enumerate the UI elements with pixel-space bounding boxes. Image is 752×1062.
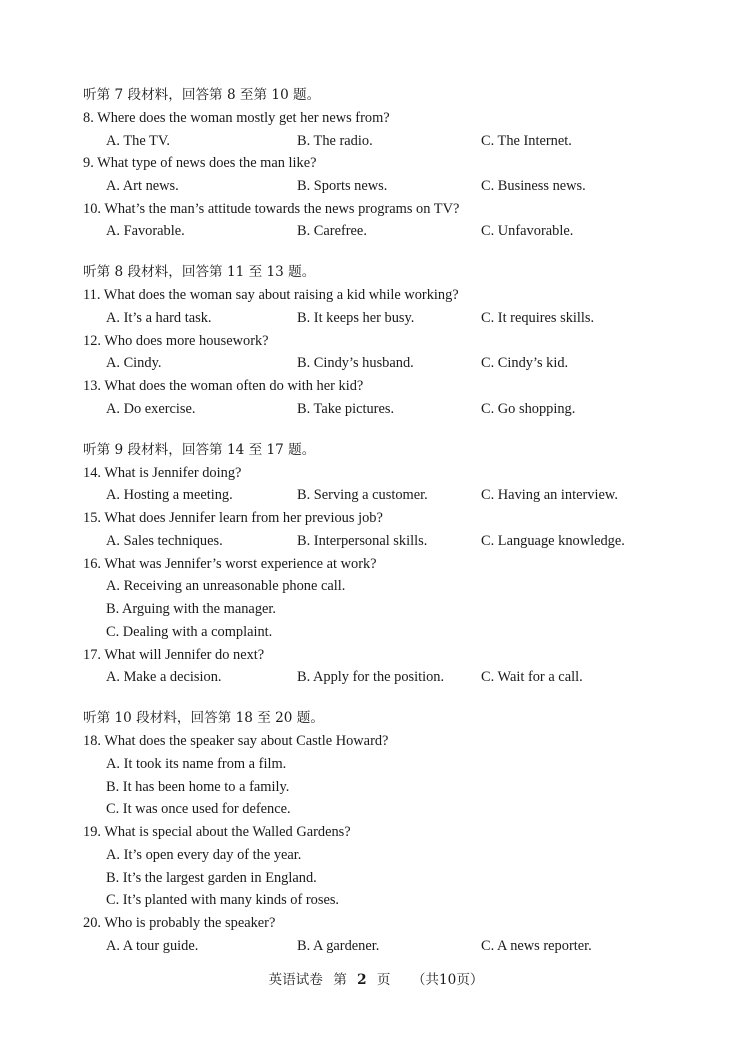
option-c: C. A news reporter.	[481, 938, 592, 954]
option-a: A. Make a decision.	[106, 669, 222, 685]
option-c: C. Business news.	[481, 178, 586, 194]
option-b: B. A gardener.	[297, 938, 380, 954]
option-a: A. Hosting a meeting.	[106, 487, 233, 503]
footer-page-suffix: 页	[376, 972, 391, 988]
option-row	[0, 398, 752, 420]
question-stem: 9. What type of news does the man like?	[83, 155, 317, 171]
option-a: A. Favorable.	[106, 223, 185, 239]
question-stem: 13. What does the woman often do with her kid?	[83, 378, 364, 394]
option-b: B. It keeps her busy.	[297, 310, 415, 326]
option-a: A. The TV.	[106, 133, 170, 149]
footer-subject: 英语试卷	[268, 972, 323, 988]
option-c: C. The Internet.	[481, 133, 572, 149]
question-stem: 19. What is special about the Walled Gardens?	[83, 824, 351, 840]
section-heading: 听第 8 段材料，回答第 11 至 13 题。	[83, 264, 316, 280]
question-stem: 17. What will Jennifer do next?	[83, 647, 265, 663]
option-b: B. Serving a customer.	[297, 487, 428, 503]
option-row	[0, 307, 752, 329]
option-a: A. Cindy.	[106, 355, 162, 371]
question-stem: 8. Where does the woman mostly get her news from?	[83, 110, 390, 126]
footer-page-number: 2	[357, 972, 367, 988]
option-a: A. A tour guide.	[106, 938, 199, 954]
option-c: C. Go shopping.	[481, 401, 576, 417]
option-b: B. Arguing with the manager.	[106, 601, 277, 617]
section-heading: 听第 9 段材料，回答第 14 至 17 题。	[83, 442, 316, 458]
option-a: A. Receiving an unreasonable phone call.	[106, 578, 346, 594]
option-row	[0, 530, 752, 552]
option-c: C. Having an interview.	[481, 487, 618, 503]
page-footer	[0, 969, 752, 991]
option-c: C. Wait for a call.	[481, 669, 583, 685]
option-row	[0, 220, 752, 242]
option-c: C. It’s planted with many kinds of roses.	[106, 892, 340, 908]
option-a: A. It took its name from a film.	[106, 756, 287, 772]
option-c: C. It requires skills.	[481, 310, 595, 326]
option-c: C. Cindy’s kid.	[481, 355, 569, 371]
question-stem: 18. What does the speaker say about Castle Howard?	[83, 733, 389, 749]
question-stem: 14. What is Jennifer doing?	[83, 465, 242, 481]
option-row	[0, 666, 752, 688]
option-b: B. The radio.	[297, 133, 373, 149]
option-b: B. Apply for the position.	[297, 669, 445, 685]
option-c: C. Dealing with a complaint.	[106, 624, 273, 640]
question-stem: 15. What does Jennifer learn from her previous job?	[83, 510, 383, 526]
option-c: C. Language knowledge.	[481, 533, 625, 549]
option-row	[0, 352, 752, 374]
option-b: B. Take pictures.	[297, 401, 395, 417]
option-b: B. It’s the largest garden in England.	[106, 870, 317, 886]
footer-total-pages: （共10页）	[411, 972, 484, 988]
option-b: B. Interpersonal skills.	[297, 533, 428, 549]
section-heading: 听第 10 段材料，回答第 18 至 20 题。	[83, 710, 324, 726]
option-b: B. It has been home to a family.	[106, 779, 290, 795]
footer-page-prefix: 第	[333, 972, 347, 988]
option-row	[0, 935, 752, 957]
option-row	[0, 175, 752, 197]
question-stem: 20. Who is probably the speaker?	[83, 915, 276, 931]
question-stem: 10. What’s the man’s attitude towards the news programs on TV?	[83, 201, 460, 217]
option-b: B. Sports news.	[297, 178, 388, 194]
option-row	[0, 484, 752, 506]
question-stem: 11. What does the woman say about raising a kid while working?	[83, 287, 459, 303]
option-a: A. It’s open every day of the year.	[106, 847, 302, 863]
option-a: A. Sales techniques.	[106, 533, 223, 549]
option-a: A. It’s a hard task.	[106, 310, 212, 326]
option-c: C. It was once used for defence.	[106, 801, 291, 817]
option-a: A. Do exercise.	[106, 401, 196, 417]
option-a: A. Art news.	[106, 178, 179, 194]
option-b: B. Cindy’s husband.	[297, 355, 414, 371]
section-heading: 听第 7 段材料，回答第 8 至第 10 题。	[83, 87, 321, 103]
question-stem: 12. Who does more housework?	[83, 333, 269, 349]
option-row	[0, 130, 752, 152]
option-c: C. Unfavorable.	[481, 223, 574, 239]
question-stem: 16. What was Jennifer’s worst experience at work?	[83, 556, 377, 572]
option-b: B. Carefree.	[297, 223, 367, 239]
